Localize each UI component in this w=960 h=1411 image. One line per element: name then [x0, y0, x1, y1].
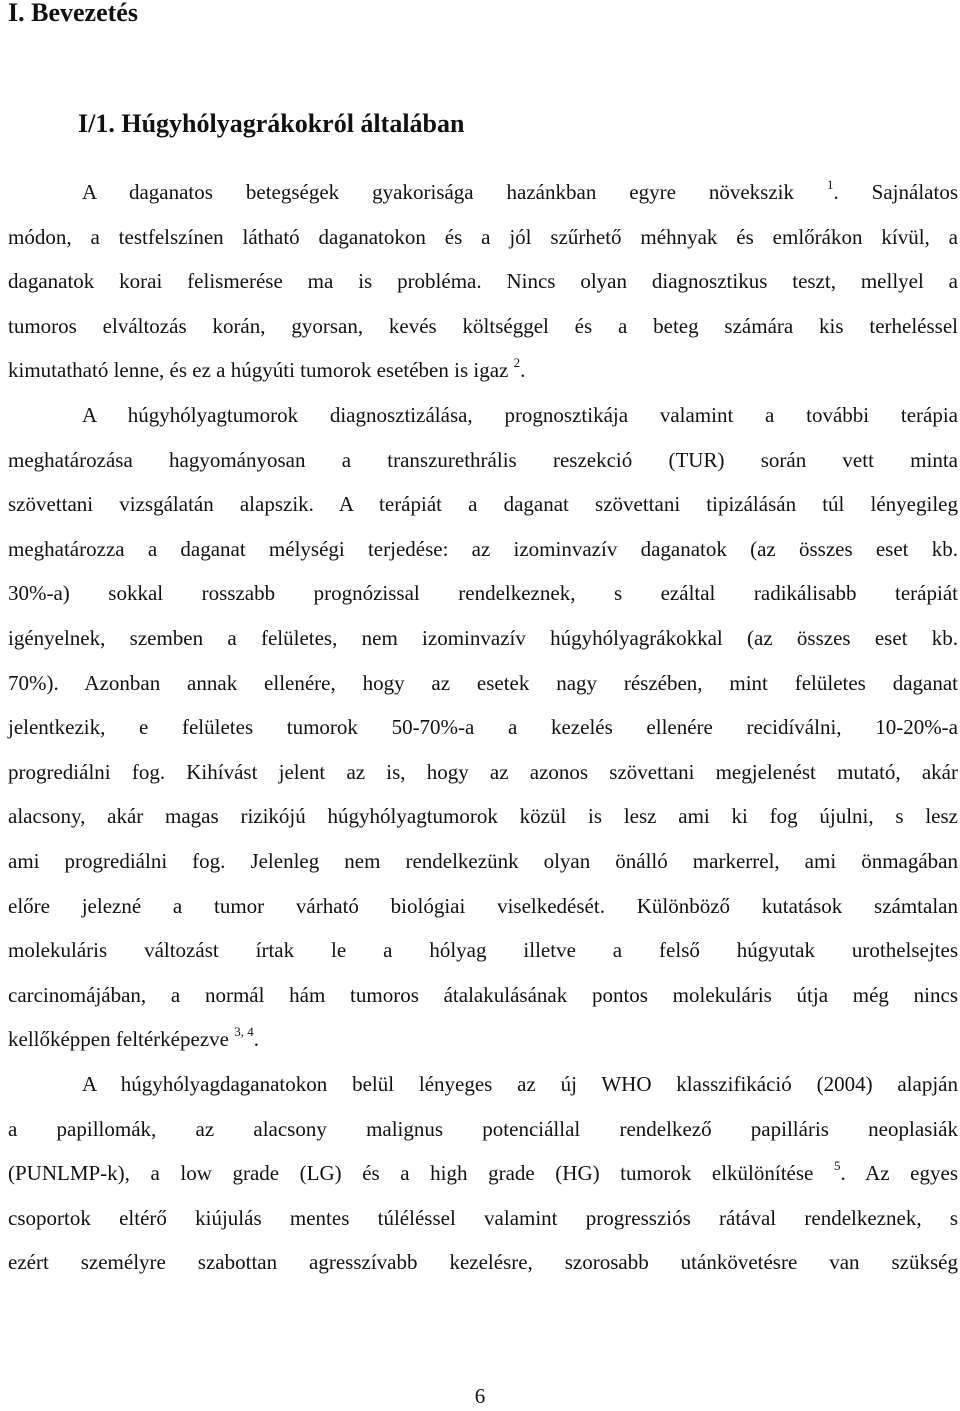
citation-superscript: 3, 4 [234, 1024, 254, 1040]
text-line: alacsony, akár magas rizikójú húgyhólyagtumorok közül is lesz ami ki fog újulni, s lesz [8, 804, 958, 829]
text-line: (PUNLMP-k), a low grade (LG) és a high grade (HG) tumorok elkülönítése $^5$. Az egyes [8, 1158, 958, 1186]
text-line: A húgyhólyagdaganatokon belül lényeges az új WHO klasszifikáció (2004) alapján [82, 1072, 958, 1096]
text-line: A húgyhólyagtumorok diagnosztizálása, prognosztikája valamint a további terápia [82, 403, 958, 427]
text-line: szövettani vizsgálatán alapszik. A terápiát a daganat szövettani tipizálásán túl lényegileg [8, 492, 958, 517]
paragraph-1 [8, 170, 958, 393]
text-line: jelentkezik, e felületes tumorok 50-70%-a a kezelés ellenére recidíválni, 10-20%-a [8, 715, 958, 740]
text-line: molekuláris változást írtak le a hólyag illetve a felső húgyutak urothelsejtes [8, 938, 958, 963]
text-line: módon, a testfelszínen látható daganatokon és a jól szűrhető méhnyak és emlőrákon kívül, a [8, 224, 958, 249]
text-line: csoportok eltérő kiújulás mentes túléléssel valamint progressziós rátával rendelkeznek, s [8, 1205, 958, 1230]
text-line: carcinomájában, a normál hám tumoros átalakulásának pontos molekuláris útja még nincs [8, 982, 958, 1007]
text-line: daganatok korai felismerése ma is probléma. Nincs olyan diagnosztikus teszt, mellyel a [8, 269, 958, 294]
citation-superscript: 2 [513, 355, 521, 371]
text-line: meghatározza a daganat mélységi terjedése: az izominvazív daganatok (az összes eset kb. [8, 536, 958, 561]
section-heading: I/1. Húgyhólyagrákokról általában [78, 109, 465, 138]
text-line: a papillomák, az alacsony malignus potenciállal rendelkező papilláris neoplasiák [8, 1116, 958, 1141]
text-line: kimutatható lenne, és ez a húgyúti tumorok esetében is igaz $^2$. [8, 355, 526, 383]
page-number: 6 [474, 1384, 486, 1408]
paragraph-3 [8, 1062, 958, 1285]
chapter-heading: I. Bevezetés [8, 0, 138, 27]
text-line: ami progrediálni fog. Jelenleg nem rendelkezünk olyan önálló markerrel, ami önmagában [8, 848, 958, 873]
text-line: progrediálni fog. Kihívást jelent az is, hogy az azonos szövettani megjelenést mutató, akár [8, 759, 958, 784]
text-line: 70%). Azonban annak ellenére, hogy az esetek nagy részében, mint felületes daganat [8, 670, 958, 695]
text-line: 30%-a) sokkal rosszabb prognózissal rendelkeznek, s ezáltal radikálisabb terápiát [8, 581, 958, 606]
text-line: igényelnek, szemben a felületes, nem izominvazív húgyhólyagrákokkal (az összes eset kb. [8, 625, 958, 650]
text-line: tumoros elváltozás korán, gyorsan, kevés költséggel és a beteg számára kis terheléssel [8, 313, 958, 338]
citation-superscript: 1 [826, 177, 834, 192]
text-line: meghatározása hagyományosan a transzurethrális reszekció (TUR) során vett minta [8, 447, 958, 472]
citation-superscript: 5 [833, 1158, 841, 1174]
text-line: A daganatos betegségek gyakorisága hazánkban egyre növekszik $^1$. Sajnálatos [82, 177, 958, 204]
text-line: előre jelezné a tumor várható biológiai viselkedését. Különböző kutatások számtalan [8, 893, 958, 918]
text-line: ezért személyre szabottan agresszívabb kezelésre, szorosabb utánkövetésre van szükség [8, 1250, 958, 1275]
text-line: kellőképpen feltérképezve $^{3, 4}$. [8, 1024, 259, 1052]
paragraph-2 [8, 393, 958, 1062]
